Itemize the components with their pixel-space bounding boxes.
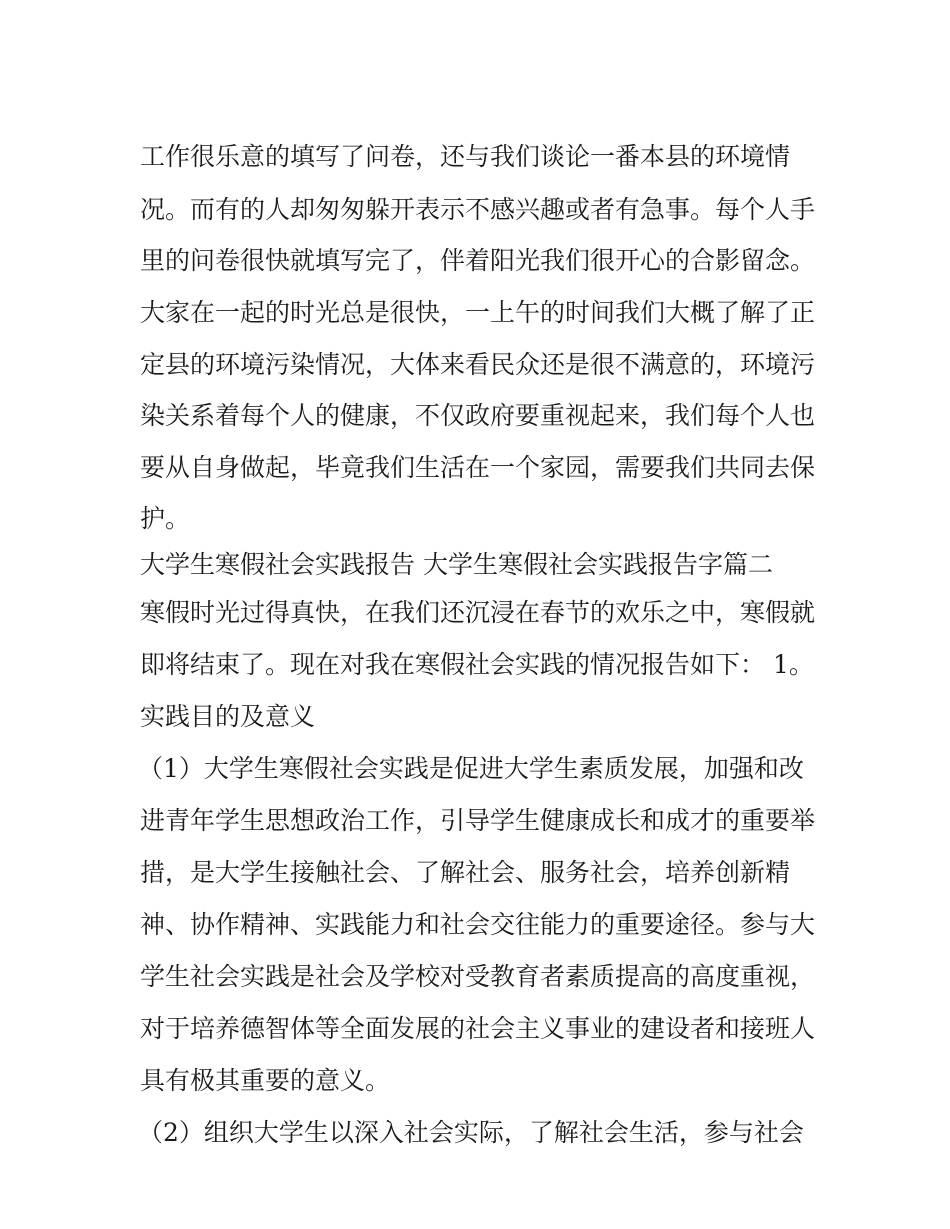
text-line-14: 进青年学生思想政治工作，引导学生健康成长和成才的重要举 xyxy=(140,806,816,835)
text-line-18: 对于培养德智体等全面发展的社会主义事业的建设者和接班人 xyxy=(140,1014,816,1043)
text-line-8: 护。 xyxy=(140,504,191,533)
text-line-17: 学生社会实践是社会及学校对受教育者素质提高的高度重视， xyxy=(140,962,816,991)
section-heading: 大学生寒假社会实践报告 大学生寒假社会实践报告字篇二 xyxy=(140,550,773,579)
text-line-7: 要从自身做起，毕竟我们生活在一个家园，需要我们共同去保 xyxy=(140,453,816,482)
text-line-11: 即将结束了。现在对我在寒假社会实践的情况报告如下： 1。 xyxy=(140,650,814,679)
text-line-10: 寒假时光过得真快，在我们还沉浸在春节的欢乐之中，寒假就 xyxy=(140,598,816,627)
text-line-5: 定县的环境污染情况，大体来看民众还是很不满意的，环境污 xyxy=(140,350,816,379)
text-line-16: 神、协作精神、实践能力和社会交往能力的重要途径。参与大 xyxy=(140,910,816,939)
text-line-4: 大家在一起的时光总是很快，一上午的时间我们大概了解了正 xyxy=(140,298,816,327)
text-line-19: 具有极其重要的意义。 xyxy=(140,1066,391,1095)
text-line-6: 染关系着每个人的健康，不仅政府要重视起来，我们每个人也 xyxy=(140,401,816,430)
text-line-3: 里的问卷很快就填写完了，伴着阳光我们很开心的合影留念。 xyxy=(140,246,816,275)
text-line-20: （2）组织大学生以深入社会实际，了解社会生活，参与社会 xyxy=(138,1118,804,1147)
text-line-13: （1）大学生寒假社会实践是促进大学生素质发展，加强和改 xyxy=(138,754,804,783)
subheading-purpose: 实践目的及意义 xyxy=(140,702,316,731)
text-line-15: 措，是大学生接触社会、了解社会、服务社会，培养创新精 xyxy=(140,858,791,887)
text-line-1: 工作很乐意的填写了问卷，还与我们谈论一番本县的环境情 xyxy=(140,142,791,171)
text-line-2: 况。而有的人却匆匆躲开表示不感兴趣或者有急事。每个人手 xyxy=(140,195,816,224)
